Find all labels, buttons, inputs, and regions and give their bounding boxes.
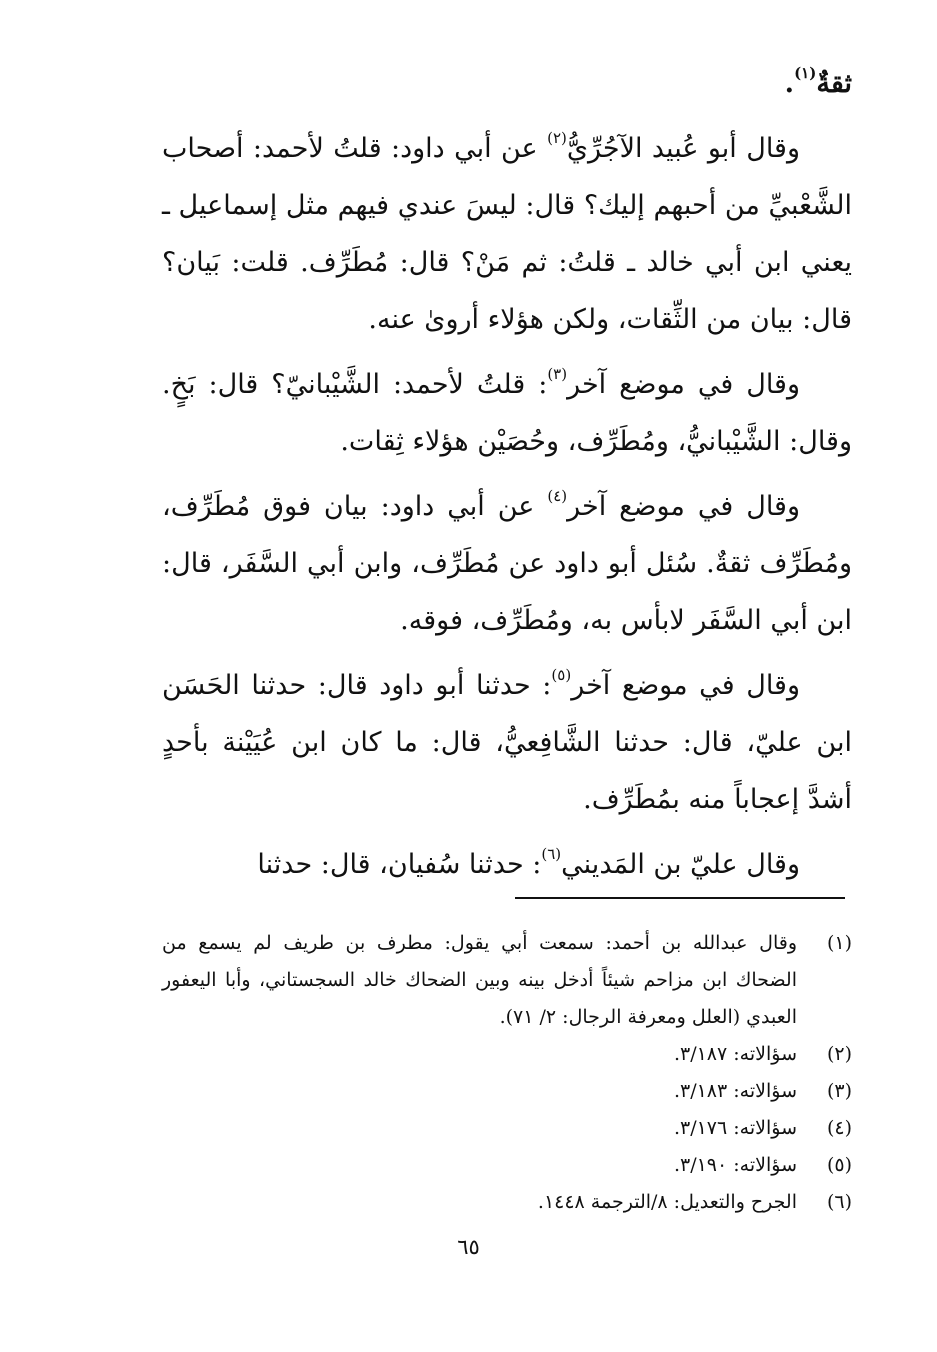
paragraph-2-start: وقال في موضع آخر	[567, 369, 800, 400]
footnote-ref-2: (٢)	[547, 129, 567, 147]
paragraph-4-start: وقال في موضع آخر	[571, 670, 800, 701]
footnote-1	[162, 925, 852, 1036]
paragraph-5	[162, 836, 852, 893]
opening-line	[162, 55, 852, 112]
footnote-number: (٥)	[826, 1154, 852, 1176]
footnote-number: (٦)	[826, 1191, 852, 1213]
paragraph-2-rest: : قلتُ لأحمد: الشَّيْبانيّ؟ قال: بَخٍ. وقال: الشَّيْبانيُّ، ومُطَرِّف، وحُصَيْن هؤلاء ثِقات.	[162, 369, 852, 457]
footnote-number: (١)	[826, 932, 852, 954]
footnote-ref-1: (١)	[794, 64, 817, 82]
footnote-text: سؤالاته: ٣/١٧٦.	[673, 1117, 797, 1139]
footnote-5	[162, 1147, 852, 1184]
paragraph-4-rest: : حدثنا أبو داود قال: حدثنا الحَسَن ابن عليّ، قال: حدثنا الشَّافِعيُّ، قال: ما كان ابن عُيَيْنة بأحدٍ أشدَّ إعجاباً منه بمُطَرِّف.	[162, 670, 852, 815]
footnote-text: الجرح والتعديل: ٨/الترجمة ١٤٤٨.	[537, 1191, 797, 1213]
footnote-ref-3: (٣)	[547, 365, 568, 383]
paragraph-3-rest: عن أبي داود: بيان فوق مُطَرِّف، ومُطَرِّف ثقةٌ. سُئل أبو داود عن مُطَرِّف، وابن أبي السَّفَر، قال: ابن أبي السَّفَر لابأس به، ومُطَرِّف، فوقه.	[162, 491, 852, 636]
opening-word: ثقةٌ	[816, 68, 852, 99]
paragraph-5-rest: : حدثنا سُفيان، قال: حدثنا	[257, 849, 542, 880]
footnote-2	[162, 1036, 852, 1073]
opening-period: .	[784, 68, 795, 99]
page-number: ٦٥	[457, 1235, 480, 1259]
footnote-ref-4: (٤)	[547, 487, 568, 505]
footnote-text: سؤالاته: ٣/١٩٠.	[673, 1154, 797, 1176]
footnote-separator	[515, 897, 845, 899]
footnote-ref-6: (٦)	[541, 845, 562, 863]
footnote-number: (٣)	[826, 1080, 852, 1102]
footnote-number: (٤)	[826, 1117, 852, 1139]
paragraph-1	[162, 120, 852, 348]
main-text	[162, 55, 852, 893]
paragraph-1-start: وقال أبو عُبيد الآجُرِّيُّ	[566, 133, 800, 164]
paragraph-1-rest: عن أبي داود: قلتُ لأحمد: أصحاب الشَّعْبيِّ من أحبهم إليك؟ قال: ليسَ عندي فيهم مثل إسماعيل ـ يعني ابن أبي خالد ـ قلتُ: ثم مَنْ؟ قال: مُطَرِّف. قلت: بَيان؟ قال: بيان من الثِّقات، ولكن هؤلاء أروىٰ عنه.	[162, 133, 852, 335]
paragraph-3	[162, 478, 852, 649]
footnote-text: سؤالاته: ٣/١٨٧.	[673, 1043, 797, 1065]
footnote-number: (٢)	[826, 1043, 852, 1065]
footnote-text: سؤالاته: ٣/١٨٣.	[673, 1080, 797, 1102]
footnote-text: وقال عبدالله بن أحمد: سمعت أبي يقول: مطرف بن طريف لم يسمع من الضحاك ابن مزاحم شيئاً أدخل بينه وبين الضحاك خالد السجستاني، وأبا اليعفور العبدي (العلل ومعرفة الرجال: ٢/ ٧١).	[162, 932, 797, 1028]
paragraph-4	[162, 657, 852, 828]
footnotes	[162, 925, 852, 1221]
footnote-6	[162, 1184, 852, 1221]
footnote-4	[162, 1110, 852, 1147]
paragraph-3-start: وقال في موضع آخر	[567, 491, 800, 522]
paragraph-5-start: وقال عليّ بن المَديني	[561, 849, 800, 880]
paragraph-2	[162, 356, 852, 470]
footnote-3	[162, 1073, 852, 1110]
footnote-ref-5: (٥)	[551, 666, 572, 684]
